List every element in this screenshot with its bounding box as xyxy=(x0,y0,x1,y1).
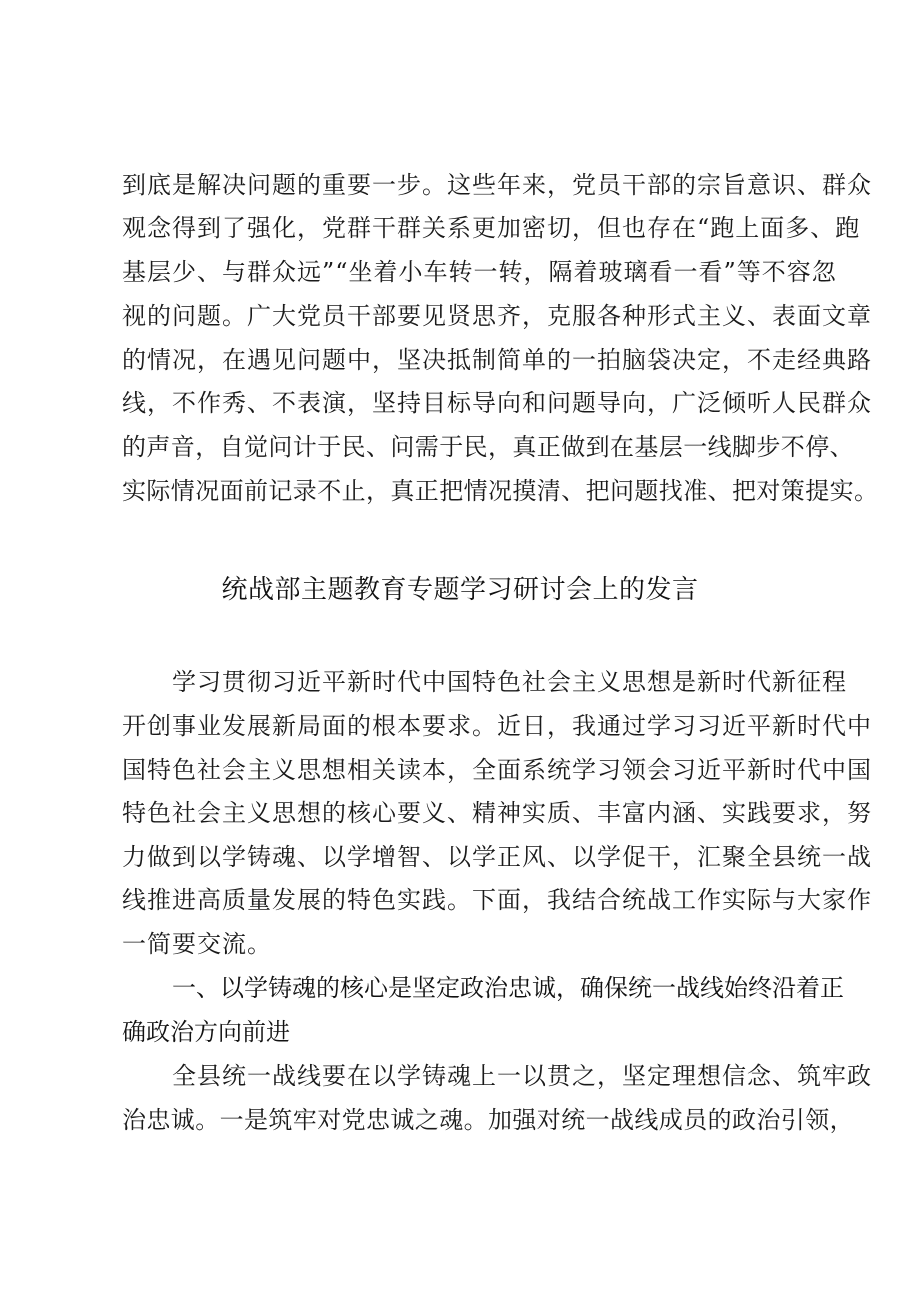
paragraph-line: 线，不作秀、不表演，坚持目标导向和问题导向，广泛倾听人民群众 xyxy=(122,389,872,417)
paragraph-line: 国特色社会主义思想相关读本，全面系统学习领会习近平新时代中国 xyxy=(122,756,872,784)
paragraph-line: 基层少、与群众远”“坐着小车转一转，隔着玻璃看一看”等不容忽 xyxy=(122,258,837,286)
paragraph-line: 开创事业发展新局面的根本要求。近日，我通过学习习近平新时代中 xyxy=(122,712,872,740)
paragraph-line: 治忠诚。一是筑牢对党忠诚之魂。加强对统一战线成员的政治引领， xyxy=(122,1106,854,1134)
paragraph-line: 的情况，在遇见问题中，坚决抵制简单的一拍脑袋决定，不走经典路 xyxy=(122,346,872,374)
paragraph-line: 线推进高质量发展的特色实践。下面，我结合统战工作实际与大家作 xyxy=(122,886,872,914)
paragraph-line: 的声音，自觉问计于民、问需于民，真正做到在基层一线脚步不停、 xyxy=(122,433,854,461)
paragraph-line: 到底是解决问题的重要一步。这些年来，党员干部的宗旨意识、群众 xyxy=(122,171,872,199)
paragraph-line: 学习贯彻习近平新时代中国特色社会主义思想是新时代新征程 xyxy=(172,668,847,696)
paragraph-line: 力做到以学铸魂、以学增智、以学正风、以学促干，汇聚全县统一战 xyxy=(122,843,872,871)
paragraph-line: 一简要交流。 xyxy=(122,930,272,958)
page-title: 统战部主题教育专题学习研讨会上的发言 xyxy=(221,575,699,605)
paragraph-line: 特色社会主义思想的核心要义、精神实质、丰富内涵、实践要求，努 xyxy=(122,799,872,827)
paragraph-line: 全县统一战线要在以学铸魂上一以贯之，坚定理想信念、筑牢政 xyxy=(172,1062,872,1090)
section-heading-line: 一、以学铸魂的核心是坚定政治忠诚，确保统一战线始终沿着正 xyxy=(172,974,844,1002)
section-heading-line: 确政治方向前进 xyxy=(122,1018,290,1046)
paragraph-line: 观念得到了强化，党群干群关系更加密切，但也存在“跑上面多、跑 xyxy=(122,214,861,242)
paragraph-line: 视的问题。广大党员干部要见贤思齐，克服各种形式主义、表面文章 xyxy=(122,302,872,330)
paragraph-line: 实际情况面前记录不止，真正把情况摸清、把问题找准、把对策提实。 xyxy=(122,477,879,505)
